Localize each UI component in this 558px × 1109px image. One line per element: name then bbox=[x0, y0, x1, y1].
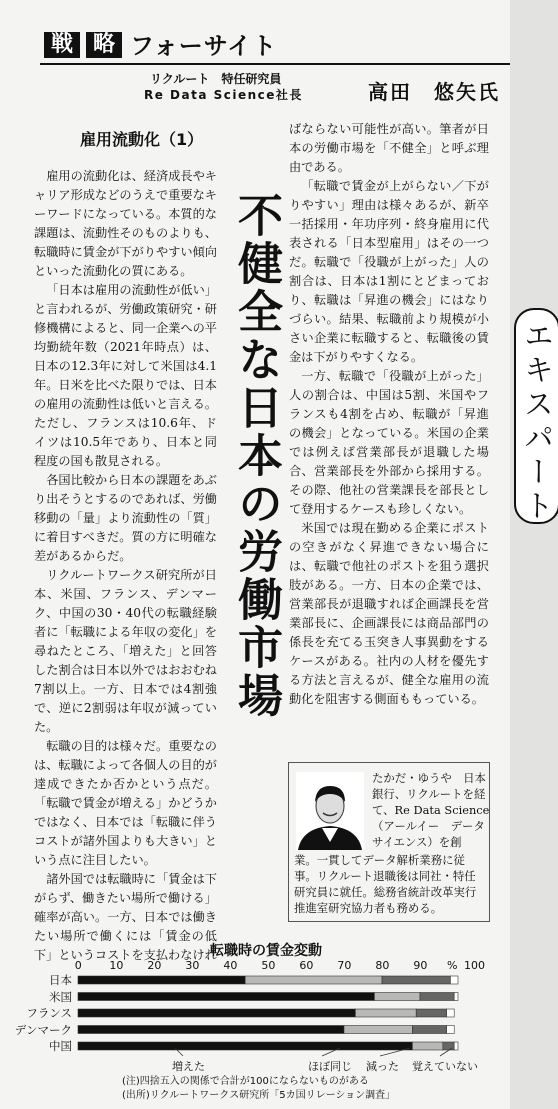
series-kanji-1: 戦 bbox=[44, 32, 80, 58]
legend-increased: 増えた bbox=[172, 1060, 205, 1073]
x-tick-label: 90 bbox=[413, 959, 428, 972]
x-tick-label: 60 bbox=[299, 959, 314, 972]
article-headline: 不健全な日本の労働市場 bbox=[230, 192, 283, 720]
bar-segment bbox=[443, 1042, 454, 1050]
paragraph: ばならない可能性が高い。筆者が日本の労働市場を「不健全」と呼ぶ理由である。 bbox=[289, 122, 489, 174]
author-affiliation-1: リクルート 特任研究員 bbox=[150, 72, 282, 86]
bar-segment bbox=[382, 976, 450, 984]
article-subtitle: 雇用流動化（1） bbox=[80, 130, 204, 149]
bar-segment bbox=[420, 993, 454, 1001]
paragraph: 「日本は雇用の流動性が低い」と言われるが、労働政策研究・研修機構によると、同一企業への平均勤続年数（2021年時点）は、日本の12.3年に対して米国は4.1年。日米を比べた限りでは、日本の雇用の流動性は低いと言える。ただし、フランスは10.6年、ドイツは10.5年であり、日本と同程度の国も散見される。 bbox=[34, 283, 217, 468]
paragraph: 米国では現在勤める企業にポストの空きがなく昇進できない場合には、転職で他社のポストを狙う選択肢がある。一方、日本の企業では、営業部長が退職すれば企画課長を営業部長に、企画課長には商品部門の係長を充てる玉突き人事異動をするケースがある。社内の人材を優先する方法と言えるが、健全な雇用の流動化を阻害する側面ももっている。 bbox=[289, 521, 489, 706]
bar-segment bbox=[416, 1009, 446, 1017]
bar-segment bbox=[450, 976, 458, 984]
bar-segment bbox=[454, 993, 458, 1001]
paragraph: 「転職で賃金が上がらない／下がりやすい」理由は様々あるが、新卒一括採用・年功序列・終身雇用に代表される「日本型雇用」はその一つだ。転職で「役職が上がった」人の割合は、日本は1割にとどまっており、転職は「昇進の機会」にはなりづらい。結果、転職前より規模が小さい企業に転職すると、転職後の賃金は下がりやすくなる。 bbox=[289, 179, 489, 364]
x-tick-label: 70 bbox=[337, 959, 352, 972]
author-affiliation-2: Re Data Science社長 bbox=[144, 88, 303, 102]
x-tick-label: 50 bbox=[261, 959, 276, 972]
x-tick-label: 0 bbox=[74, 959, 82, 972]
bar-segment bbox=[78, 1009, 355, 1017]
x-tick-label: 80 bbox=[375, 959, 390, 972]
bar-segment bbox=[355, 1009, 416, 1017]
legend-same: ほぼ同じ bbox=[308, 1060, 352, 1073]
bar-segment bbox=[344, 1026, 412, 1034]
bar-segment bbox=[374, 993, 420, 1001]
bar-segment bbox=[447, 1026, 455, 1034]
section-label: エキスパート bbox=[518, 320, 553, 524]
chart-note: (注)四捨五入の関係で合計が100にならないものがある bbox=[122, 1076, 369, 1087]
paragraph: 転職の目的は様々だ。重要なのは、転職によって各個人の目的が達成できたか否かという点だ。「転職で賃金が増える」かどうかではなく、日本では「転職に伴うコストが諸外国よりも大きい」という点に注目したい。 bbox=[34, 739, 217, 867]
x-tick-label: 30 bbox=[185, 959, 200, 972]
paragraph: 各国比較から日本の課題をあぶり出そうとするのであれば、労働移動の「量」より流動性の「質」に着目すべきだ。質の方に明確な差があるからだ。 bbox=[34, 473, 217, 563]
bar-segment bbox=[78, 993, 374, 1001]
bar-segment bbox=[454, 1042, 458, 1050]
paragraph: 一方、転職で「役職が上がった」人の割合は、中国は5割、米国やフランスも4割を占め、転職が「昇進の機会」となっている。米国の企業では例えば営業部長が退職した場合、営業部長を外部から採用する。その際、他社の営業課長を部長として登用するケースも珍しくない。 bbox=[289, 369, 489, 516]
author-name: 高田 悠矢氏 bbox=[368, 80, 500, 104]
legend-dont-remember: 覚えていない bbox=[412, 1060, 478, 1073]
category-label: デンマーク bbox=[14, 1022, 72, 1037]
bar-segment bbox=[447, 1009, 455, 1017]
author-bio-bottom: 業。一貫してデータ解析業務に従事。リクルート退職後は同社・特任研究員に就任。総務省統計改革実行推進室研究協力者も務める。 bbox=[294, 853, 477, 915]
category-label: 中国 bbox=[49, 1039, 72, 1053]
legend-decreased: 減った bbox=[366, 1060, 399, 1073]
bar-segment bbox=[78, 1026, 344, 1034]
paragraph: 雇用の流動化は、経済成長やキャリア形成などのうえで重要なキーワードになっている。本質的な課題は、流動性そのものよりも、転職時に賃金が下がりやすい傾向といった流動化の質にある。 bbox=[34, 169, 217, 278]
series-title: フォーサイト bbox=[130, 32, 278, 60]
paragraph: リクルートワークス研究所が日本、米国、フランス、デンマーク、中国の30・40代の転職経験者に「転職による年収の変化」を尋ねたところ、「増えた」と回答した割合は日本以外ではおおむね7割以上。一方、日本では4割強で、逆に2割弱は年収が減っていた。 bbox=[34, 568, 217, 734]
bar-segment bbox=[78, 976, 245, 984]
bar-segment bbox=[78, 1042, 412, 1050]
category-label: 日本 bbox=[49, 973, 72, 987]
bar-segment bbox=[412, 1042, 442, 1050]
category-label: 米国 bbox=[49, 989, 72, 1004]
category-label: フランス bbox=[26, 1006, 72, 1020]
paragraph: 諸外国では転職時に「賃金は下がらず、働きたい場所で働ける」確率が高い。一方、日本では働きたい場所で働くには「賃金の低下」というコストを支払わなけれ bbox=[34, 872, 217, 962]
x-tick-label: 40 bbox=[223, 959, 238, 972]
x-tick-label: 100 bbox=[464, 959, 485, 972]
bar-segment bbox=[245, 976, 382, 984]
series-kanji-2: 略 bbox=[86, 32, 122, 58]
bar-segment bbox=[412, 1026, 446, 1034]
chart-source: (出所)リクルートワークス研究所「5カ国リレーション調査」 bbox=[122, 1090, 396, 1101]
chart-title: 転職時の賃金変動 bbox=[210, 943, 322, 959]
chart-unit: % bbox=[447, 959, 458, 972]
author-bio-top: たかだ・ゆうや 日本銀行、リクルートを経て、Re Data Science（アールイー データサイエンス）を創 bbox=[372, 771, 490, 849]
x-tick-label: 10 bbox=[109, 959, 124, 972]
x-tick-label: 20 bbox=[147, 959, 162, 972]
